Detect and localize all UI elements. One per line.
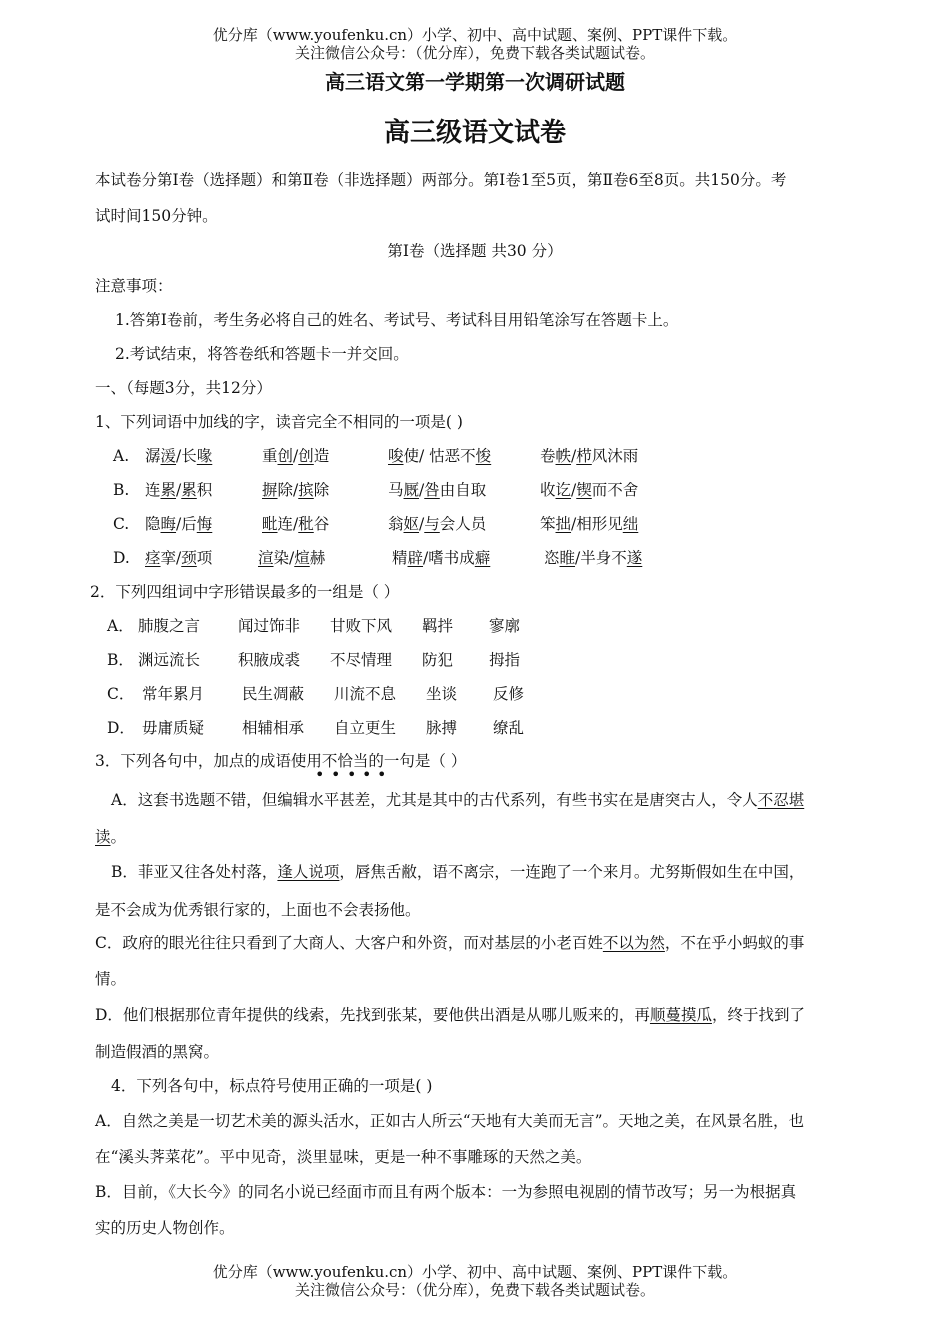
text: / [419, 515, 425, 533]
q3-option-b-line1 [111, 862, 804, 882]
underlined-char: 与 [424, 515, 440, 533]
text: / [176, 481, 182, 499]
q3-stem-emphasis: 不恰当 [321, 752, 369, 770]
word: 常年累月 [142, 685, 205, 703]
underlined-char: 遂 [626, 549, 643, 567]
notice-item-1: 1.答第Ⅰ卷前，考生务必将自己的姓名、考试号、考试科目用铅笔涂写在答题卡上。 [115, 311, 679, 329]
underlined-char: 咎 [424, 481, 440, 499]
q4-option-b-line1: B．目前，《大长今》的同名小说已经面市而且有两个版本：一为参照电视剧的情节改写；另一为根据真 [95, 1183, 797, 1201]
text: 笨 [540, 515, 556, 533]
q1-option-a [0, 446, 950, 468]
word: 反修 [493, 685, 525, 703]
text: 连/ [277, 515, 299, 533]
q4-option-b-line2: 实的历史人物创作。 [95, 1219, 235, 1237]
page-header-line1: 优分库（www.youfenku.cn）小学、初中、高中试题、案例、PPT课件下载。 [212, 26, 738, 44]
text: 而不舍 [591, 481, 639, 499]
text: 除 [313, 481, 330, 499]
word: 甘败下风 [330, 617, 393, 635]
option-label: D. [113, 549, 130, 567]
text: 重 [262, 447, 278, 465]
exam-title: 高三语文第一学期第一次调研试题 [325, 70, 625, 94]
underlined-char: 睢 [559, 549, 576, 567]
text: 项 [196, 549, 213, 567]
text: 谷 [313, 515, 330, 533]
underlined-char: 悛 [475, 447, 492, 465]
word: 积腋成裘 [238, 651, 301, 669]
underlined-char: 摒 [262, 481, 278, 499]
text: / [293, 447, 299, 465]
underlined-char: 累 [181, 481, 197, 499]
underlined-char: 悔 [196, 515, 213, 533]
q4-option-a-line2: 在“溪头荠菜花”。平中见奇，淡里显味，更是一种不事雕琢的天然之美。 [95, 1148, 592, 1166]
underlined-char: 摈 [298, 481, 314, 499]
q1-option-c [0, 514, 950, 536]
q3-option-c-line2: 情。 [95, 970, 127, 988]
q1b-word1 [145, 480, 212, 500]
text: 由自取 [439, 481, 487, 499]
intro-line2: 试时间150分钟。 [95, 207, 218, 225]
text: /相形见 [571, 515, 623, 533]
underlined-char: 毗 [262, 515, 278, 533]
q3-option-a-line2 [95, 827, 126, 847]
option-label: A． [107, 617, 134, 635]
notice-item-2: 2.考试结束，将答卷纸和答题卡一并交回。 [115, 345, 409, 363]
word: 川流不息 [334, 685, 397, 703]
word: 脉搏 [426, 719, 458, 737]
underlined-char: 厩 [403, 481, 420, 499]
text: /后 [176, 515, 197, 533]
q1-stem: 1、下列词语中加线的字，读音完全不相同的一项是( ) [95, 413, 463, 431]
option-label: B． [107, 651, 134, 669]
text: / [571, 481, 577, 499]
q1c-word4 [540, 514, 638, 534]
text: 马 [388, 481, 404, 499]
underlined-idiom: 逢人说项 [277, 863, 340, 881]
q2-option-b [0, 650, 950, 672]
word: 肺腹之言 [138, 617, 201, 635]
text: 收 [540, 481, 556, 499]
q1a-word3 [388, 446, 491, 466]
part1-heading: 第Ⅰ卷（选择题 共30 分） [387, 242, 563, 260]
word: 闻过饰非 [238, 617, 301, 635]
underlined-char: 帙 [555, 447, 572, 465]
word: 寥廓 [489, 617, 521, 635]
text: 风沐雨 [591, 447, 639, 465]
option-label: D． [107, 719, 135, 737]
underlined-idiom: 顺蔓摸瓜 [649, 1006, 712, 1024]
text: /嗜书成 [423, 549, 475, 567]
q3-option-b-line2: 是不会成为优秀银行家的，上面也不会表扬他。 [95, 901, 421, 919]
text: 潺 [145, 447, 161, 465]
text: 挛/ [160, 549, 182, 567]
underlined-char: 妪 [403, 515, 420, 533]
notice-heading: 注意事项： [95, 277, 173, 295]
underlined-char: 绌 [622, 515, 639, 533]
underlined-char: 讫 [555, 481, 572, 499]
underlined-char: 唆 [388, 447, 404, 465]
word: 渊远流长 [138, 651, 201, 669]
text: 连 [145, 481, 161, 499]
word: 自立更生 [334, 719, 397, 737]
option-label: C． [107, 685, 135, 703]
q1-option-b [0, 480, 950, 502]
q1c-word3 [388, 514, 486, 534]
q3-stem-part1: 3．下列各句中，加点的成语使用 [95, 752, 322, 770]
underlined-char: 创 [298, 447, 314, 465]
text: 卷 [540, 447, 556, 465]
text: ，不在乎小蚂蚁的事 [664, 934, 805, 952]
word: 拇指 [489, 651, 521, 669]
word: 防犯 [422, 651, 454, 669]
text: D．他们根据那位青年提供的线索，先找到张某，要他供出酒是从哪儿贩来的，再 [95, 1006, 650, 1024]
text: 积 [196, 481, 213, 499]
option-label: C. [113, 515, 130, 533]
q2-option-a [0, 616, 950, 638]
page-footer-line2: 关注微信公众号：（优分库），免费下载各类试题试卷。 [294, 1281, 655, 1299]
emphasis-dot: • [315, 765, 325, 784]
text: 翁 [388, 515, 404, 533]
emphasis-dot: • [347, 765, 357, 784]
q1d-word3 [392, 548, 490, 568]
section1-heading: 一、（每题3分，共12分） [95, 379, 272, 397]
word: 坐谈 [426, 685, 458, 703]
q1a-word4 [540, 446, 638, 466]
q1a-word1 [145, 446, 212, 466]
q4-stem: 4．下列各句中，标点符号使用正确的一项是( ) [111, 1077, 433, 1095]
option-label: B. [113, 481, 130, 499]
text: 赫 [309, 549, 326, 567]
q1-option-d [0, 548, 950, 570]
underlined-char: 湲 [160, 447, 177, 465]
q1d-word2 [258, 548, 325, 568]
page-header-line2: 关注微信公众号：（优分库），免费下载各类试题试卷。 [294, 44, 655, 62]
q3-option-d-line2: 制造假酒的黑窝。 [95, 1043, 220, 1061]
underlined-char: 拙 [555, 515, 572, 533]
text: 。 [110, 828, 127, 846]
text: /半身不 [575, 549, 627, 567]
q2-stem: 2．下列四组词中字形错误最多的一组是（ ） [90, 583, 400, 601]
word: 民生凋蔽 [242, 685, 305, 703]
q4-option-a-line1: A．自然之美是一切艺术美的源头活水，正如古人所云“天地有大美而无言”。天地之美，在风景名胜，也 [95, 1112, 805, 1130]
q3-stem [95, 751, 466, 771]
text: 恣 [544, 549, 560, 567]
q3-option-d-line1 [95, 1005, 805, 1025]
intro-line1: 本试卷分第Ⅰ卷（选择题）和第Ⅱ卷（非选择题）两部分。第Ⅰ卷1至5页，第Ⅱ卷6至8页。共150分。考 [95, 171, 787, 189]
page-footer-line1: 优分库（www.youfenku.cn）小学、初中、高中试题、案例、PPT课件下载。 [212, 1263, 738, 1281]
underlined-idiom: 读 [95, 828, 111, 846]
option-label: A. [113, 447, 130, 465]
underlined-char: 颈 [181, 549, 197, 567]
text: A．这套书选题不错，但编辑水平甚差，尤其是其中的古代系列，有些书实在是唐突古人，令人 [111, 791, 758, 809]
q3-option-c-line1 [95, 933, 804, 953]
underlined-char: 癖 [474, 549, 491, 567]
underlined-idiom: 不忍堪 [757, 791, 805, 809]
text: C．政府的眼光往往只看到了大商人、大客户和外资，而对基层的小老百姓 [95, 934, 603, 952]
q1c-word2 [262, 514, 329, 534]
underlined-char: 晦 [160, 515, 177, 533]
q1a-word2 [262, 446, 329, 466]
text: / [571, 447, 577, 465]
underlined-char: 累 [160, 481, 177, 499]
emphasis-dot: • [331, 765, 341, 784]
q1b-word3 [388, 480, 486, 500]
text: 精 [392, 549, 408, 567]
underlined-char: 秕 [298, 515, 314, 533]
q3-stem-part2: 的一句是（ ） [368, 752, 467, 770]
text: ，终于找到了 [711, 1006, 805, 1024]
text: 使/ 怙恶不 [403, 447, 476, 465]
word: 相辅相承 [242, 719, 305, 737]
underlined-char: 栉 [576, 447, 592, 465]
q1c-word1 [145, 514, 212, 534]
q1d-word4 [544, 548, 642, 568]
q1b-word4 [540, 480, 638, 500]
q3-option-a-line1 [111, 790, 804, 810]
text: 隐 [145, 515, 161, 533]
text: 造 [313, 447, 330, 465]
text: /长 [176, 447, 197, 465]
word: 毋庸质疑 [142, 719, 205, 737]
q2-option-c [0, 684, 950, 706]
text: 染/ [273, 549, 295, 567]
word: 不尽情理 [330, 651, 393, 669]
underlined-char: 锲 [576, 481, 592, 499]
q1b-word2 [262, 480, 329, 500]
emphasis-dot: • [377, 765, 387, 784]
underlined-char: 辟 [407, 549, 424, 567]
text: / [419, 481, 425, 499]
underlined-char: 煊 [294, 549, 310, 567]
q2-option-d [0, 718, 950, 740]
text: 除/ [277, 481, 299, 499]
underlined-idiom: 不以为然 [602, 934, 665, 952]
underlined-char: 创 [277, 447, 294, 465]
text: ，唇焦舌敝，语不离宗，一连跑了一个来月。尤努斯假如生在中国， [339, 863, 805, 881]
word: 羁拌 [422, 617, 454, 635]
text: 会人员 [439, 515, 487, 533]
q1d-word1 [145, 548, 212, 568]
word: 缭乱 [493, 719, 525, 737]
text: B．菲亚又往各处村落， [111, 863, 278, 881]
underlined-char: 喙 [196, 447, 213, 465]
exam-subtitle: 高三级语文试卷 [383, 118, 566, 148]
underlined-char: 痉 [145, 549, 161, 567]
underlined-char: 渲 [258, 549, 274, 567]
emphasis-dot: • [362, 765, 372, 784]
